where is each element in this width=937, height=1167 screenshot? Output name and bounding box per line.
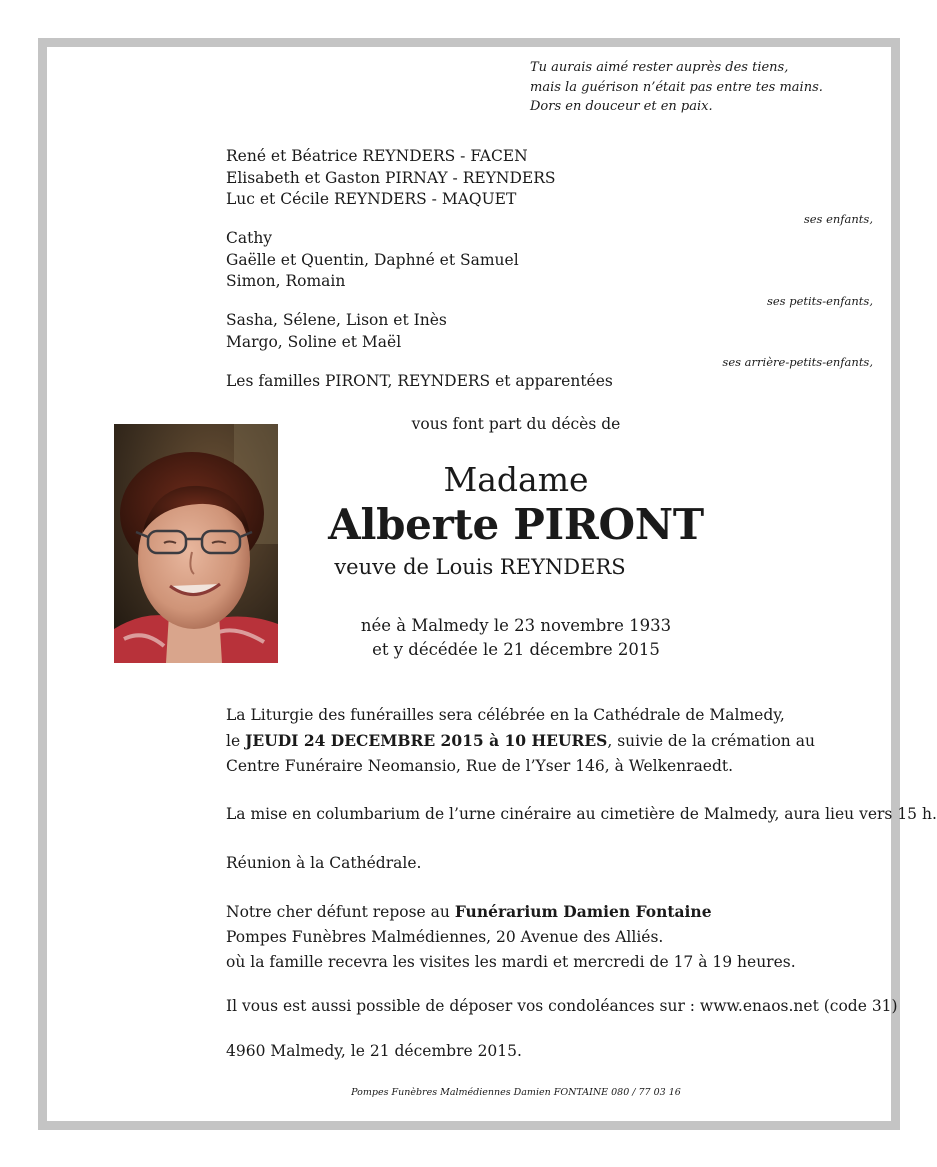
condolences-text: Il vous est aussi possible de déposer vos condoléances sur : www.enaos.net (code 31): [226, 997, 898, 1015]
ceremony-suffix: , suivie de la crémation au: [607, 732, 815, 750]
ceremony-line: [226, 728, 815, 754]
family-line: Cathy: [226, 229, 273, 247]
family-line: René et Béatrice REYNDERS - FACEN: [226, 147, 528, 165]
grandchildren-list: [226, 228, 519, 293]
place-date: 4960 Malmedy, le 21 décembre 2015.: [226, 1042, 522, 1060]
family-line: Elisabeth et Gaston PIRNAY - REYNDERS: [226, 168, 556, 187]
grandchildren-label: ses petits-enfants,: [766, 294, 873, 308]
children-label: ses enfants,: [803, 212, 873, 226]
portrait-photo: [114, 424, 278, 663]
visitation-line: Pompes Funèbres Malmédiennes, 20 Avenue des Alliés.: [226, 928, 664, 946]
families-line: Les familles PIRONT, REYNDERS et apparentées: [226, 372, 613, 390]
deceased-title: Madame: [443, 460, 589, 499]
children-list: [226, 146, 556, 211]
columbarium-text: La mise en columbarium de l’urne cinéraire au cimetière de Malmedy, aura lieu vers 15 h.: [226, 805, 937, 823]
ceremony-date: JEUDI 24 DECEMBRE 2015 à 10 HEURES: [245, 731, 608, 750]
family-line: Margo, Soline et Maël: [226, 332, 402, 351]
visitation-line: où la famille recevra les visites les mardi et mercredi de 17 à 19 heures.: [226, 953, 796, 971]
funerarium-name: Funérarium Damien Fontaine: [454, 902, 712, 921]
birth-line: née à Malmedy le 23 novembre 1933: [360, 616, 672, 635]
death-line: et y décédée le 21 décembre 2015: [372, 639, 660, 659]
poem-line: Dors en douceur et en paix.: [530, 99, 713, 114]
family-line: Gaëlle et Quentin, Daphné et Samuel: [226, 250, 519, 269]
visitation-prefix: Notre cher défunt repose au: [226, 903, 455, 921]
poem-line: Tu aurais aimé rester auprès des tiens,: [530, 60, 789, 75]
family-line: Luc et Cécile REYNDERS - MAQUET: [226, 190, 517, 208]
footer-text: Pompes Funèbres Malmédiennes Damien FONTAINE 080 / 77 03 16: [351, 1087, 681, 1098]
visitation-line: [226, 899, 796, 925]
family-line: Simon, Romain: [226, 272, 346, 290]
great-grandchildren-label: ses arrière-petits-enfants,: [722, 355, 873, 369]
ceremony-line: Centre Funéraire Neomansio, Rue de l’Yser 146, à Welkenraedt.: [226, 757, 734, 775]
announcement: vous font part du décès de: [411, 415, 621, 433]
ceremony-line: La Liturgie des funérailles sera célébrée en la Cathédrale de Malmedy,: [226, 706, 785, 724]
poem: [530, 58, 823, 117]
deceased-name: Alberte PIRONT: [328, 500, 704, 549]
ceremony-prefix: le: [226, 732, 246, 750]
family-line: Sasha, Sélene, Lison et Inès: [226, 311, 447, 329]
ceremony-text: [226, 703, 815, 779]
great-grandchildren-list: [226, 310, 447, 353]
visitation-text: [226, 899, 796, 975]
birth-death: [276, 614, 756, 661]
reunion-text: Réunion à la Cathédrale.: [226, 854, 422, 872]
widow-of: veuve de Louis REYNDERS: [334, 555, 626, 579]
poem-line: mais la guérison n’était pas entre tes mains.: [530, 79, 823, 95]
